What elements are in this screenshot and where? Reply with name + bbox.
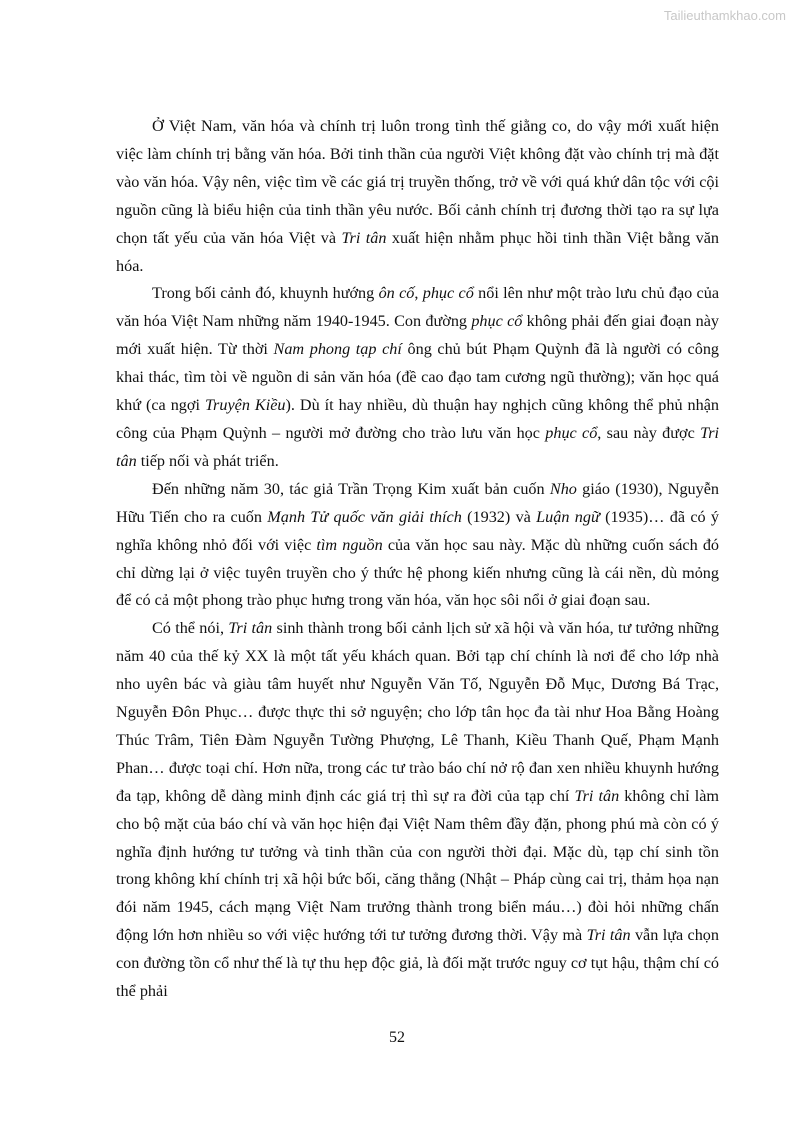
italic-text: Truyện Kiều bbox=[204, 396, 286, 415]
italic-text: ôn cố bbox=[378, 284, 415, 303]
page-number: 52 bbox=[389, 1029, 405, 1046]
italic-text: Tri tân bbox=[574, 786, 620, 805]
italic-text: phục cổ bbox=[545, 423, 598, 442]
text-run: xuất hiện nhằm phục hồi tinh thần Việt bằng văn hóa. bbox=[116, 228, 719, 275]
italic-text: tìm nguồn bbox=[316, 535, 383, 554]
italic-text: Luận ngữ bbox=[536, 507, 600, 526]
italic-text: Tri tân bbox=[586, 926, 631, 945]
italic-text: phục cổ bbox=[471, 312, 523, 331]
text-run: Có thể nói, bbox=[152, 619, 229, 638]
paragraph-1 bbox=[116, 113, 719, 280]
text-run: ông chủ bút Phạm Quỳnh đã là người có công khai thác, tìm tòi về nguồn di sản văn hóa (đề cao đạo tam cương ngũ thường); văn học quá khứ (ca ngợi bbox=[116, 340, 720, 415]
italic-text: Nho bbox=[549, 479, 577, 498]
text-run: Trong bối cảnh đó, khuynh hướng bbox=[152, 284, 379, 303]
italic-text: Tri tân bbox=[228, 619, 273, 638]
text-run: ). Dù ít hay nhiều, dù thuận hay nghịch cũng không thể phủ nhận công của Phạm Quỳnh – người mở đường cho trào lưu văn học bbox=[116, 396, 720, 442]
text-run: , bbox=[414, 284, 423, 303]
document-body bbox=[116, 113, 719, 1006]
paragraph-2 bbox=[116, 280, 719, 475]
paragraph-4 bbox=[116, 615, 719, 1006]
text-run: nổi lên như một trào lưu chủ đạo của văn hóa Việt Nam những năm 1940-1945. Con đường bbox=[116, 284, 720, 331]
text-run: (1932) và bbox=[461, 507, 537, 526]
text-run: tiếp nối và phát triển. bbox=[136, 451, 279, 470]
text-run: giáo (1930), Nguyễn Hữu Tiến cho ra cuốn bbox=[116, 479, 719, 526]
text-run: Đến những năm 30, tác giả Trần Trọng Kim xuất bản cuốn bbox=[152, 479, 550, 498]
italic-text: Mạnh Tử quốc văn giải thích bbox=[267, 507, 462, 526]
italic-text: Nam phong tạp chí bbox=[273, 340, 402, 359]
text-run: không chỉ làm cho bộ mặt của báo chí và văn học hiện đại Việt Nam thêm đầy đặn, phong phú mà còn có ý nghĩa định hướng tư tưởng và tinh thần của con người thời đại. Mặc dù, tạp chí sinh tồn trong không khí chính trị xã hội bức bối, căng thẳng (Nhật – Pháp cùng cai trị, thảm họa nạn đói năm 1945, cách mạng Việt Nam trưởng thành trong biển máu…) đòi hỏi những chấn động lớn hơn nhiều so với việc hướng tới tư tưởng đương thời. Vậy mà bbox=[116, 786, 719, 945]
watermark: Tailieuthamkhao.com bbox=[663, 8, 786, 23]
text-run: sinh thành trong bối cảnh lịch sử xã hội và văn hóa, tư tưởng những năm 40 của thế kỷ XX là một tất yếu khách quan. Bởi tạp chí chính là nơi để cho lớp nhà nho uyên bác và giàu tâm huyết như Nguyễn Văn Tố, Nguyễn Đỗ Mục, Dương Bá Trạc, Nguyễn Đôn Phục… được thực thi sở nguyện; cho lớp tân học đa tài như Hoa Bằng Hoàng Thúc Trâm, Tiên Đàm Nguyễn Tường Phượng, Lê Thanh, Kiều Thanh Quế, Phạm Mạnh Phan… được toại chí. Hơn nữa, trong các tư trào báo chí nở rộ đan xen nhiều khuynh hướng đa tạp, không dễ dàng minh định các giá trị thì sự ra đời của tạp chí bbox=[116, 619, 719, 805]
text-run: không phải đến giai đoạn này mới xuất hiện. Từ thời bbox=[116, 312, 719, 359]
text-run: , sau này được bbox=[597, 423, 701, 442]
text-run: của văn học sau này. Mặc dù những cuốn sách đó chỉ dừng lại ở việc tuyên truyền cho ý thức hệ phong kiến nhưng cũng là cái nền, dù mỏng để có cả một phong trào phục hưng trong văn hóa, văn học sôi nổi ở giai đoạn sau. bbox=[116, 535, 720, 610]
text-run: vẫn lựa chọn con đường tồn cổ như thế là tự thu hẹp độc giả, là đối mặt trước nguy cơ tụt hậu, thậm chí có thể phải bbox=[116, 926, 719, 1001]
paragraph-3 bbox=[116, 476, 719, 616]
italic-text: phục cổ bbox=[422, 284, 474, 303]
text-run: (1935)… đã có ý nghĩa không nhỏ đối với việc bbox=[116, 507, 719, 554]
italic-text: Tri tân bbox=[116, 423, 719, 470]
italic-text: Tri tân bbox=[341, 228, 387, 247]
text-run: Ở Việt Nam, văn hóa và chính trị luôn trong tình thế giằng co, do vậy mới xuất hiện việc làm chính trị bằng văn hóa. Bởi tinh thần của người Việt không đặt vào chính trị mà đặt vào văn hóa. Vậy nên, việc tìm về các giá trị truyền thống, trở về với quá khứ dân tộc với cội nguồn cũng là biểu hiện của tinh thần yêu nước. Bối cảnh chính trị đương thời tạo ra sự lựa chọn tất yếu của văn hóa Việt và bbox=[116, 117, 719, 247]
